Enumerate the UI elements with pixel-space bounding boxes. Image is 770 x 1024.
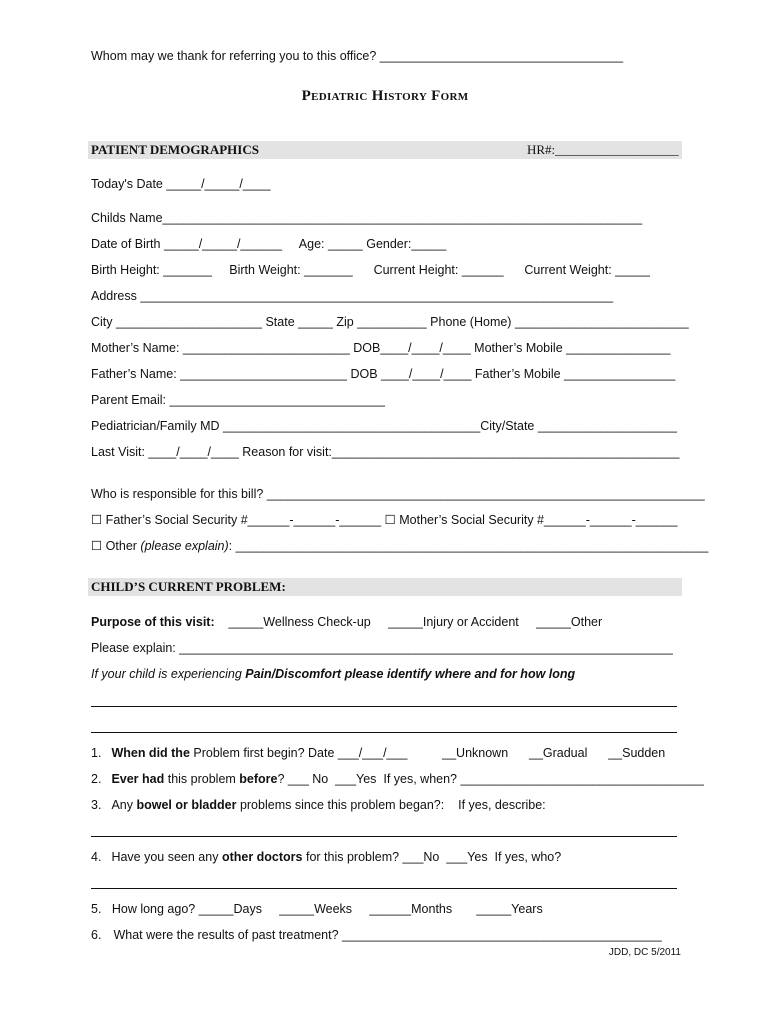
please-explain-field[interactable]: Please explain: _______________________________________________________________________ (91, 641, 673, 655)
answer-rule[interactable] (91, 836, 677, 837)
q6-text[interactable]: What were the results of past treatment? ______________________________________________ (113, 928, 662, 942)
q3-pre: Any (111, 798, 137, 812)
last-visit-line[interactable]: Last Visit: ____/____/____ Reason for visit:__________________________________________________ (91, 445, 680, 459)
q2-emphasis-2: before (239, 772, 278, 786)
parent-email-field[interactable]: Parent Email: _______________________________ (91, 393, 386, 407)
hr-field[interactable]: HR#:___________________ (527, 142, 679, 157)
pain-instruction (91, 666, 575, 682)
question-5[interactable]: 5. How long ago? _____Days _____Weeks ______Months _____Years (91, 902, 543, 916)
q4-text[interactable]: for this problem? ___No ___Yes If yes, who? (302, 850, 562, 864)
referral-line[interactable]: Whom may we thank for referring you to this office? ___________________________________ (91, 49, 624, 63)
child-name-field[interactable]: Childs Name_____________________________________________________________________ (91, 211, 643, 225)
question-4[interactable] (91, 849, 561, 865)
question-2[interactable] (91, 771, 704, 787)
city-state-zip-phone-line[interactable]: City _____________________ State _____ Zip __________ Phone (Home) _________________________ (91, 315, 689, 329)
q3-number: 3. (91, 798, 102, 812)
q2-emphasis-1: Ever had (111, 772, 165, 786)
height-weight-line[interactable]: Birth Height: _______ Birth Weight: _______ Current Height: ______ Current Weight: _____ (91, 263, 650, 277)
q3-text: problems since this problem began?: If yes, describe: (236, 798, 546, 812)
other-explain-line[interactable] (91, 538, 708, 554)
other-hint: (please explain) (140, 539, 229, 553)
q4-number: 4. (91, 850, 102, 864)
question-6[interactable] (91, 927, 662, 943)
todays-date-field[interactable]: Today's Date _____/_____/____ (91, 177, 271, 191)
q3-emphasis: bowel or bladder (136, 798, 237, 812)
section-header-problem (88, 578, 682, 596)
pain-prefix: If your child is experiencing (91, 667, 246, 681)
father-info-line[interactable]: Father’s Name: ________________________ DOB ____/____/____ Father’s Mobile ________________ (91, 367, 676, 381)
q1-text[interactable]: Problem first begin? Date ___/___/___ __Unknown __Gradual __Sudden (189, 746, 666, 760)
other-checkbox-label[interactable]: ☐ Other (91, 539, 141, 553)
purpose-options[interactable]: _____Wellness Check-up _____Injury or Accident _____Other (214, 615, 603, 629)
q2-text[interactable]: ? ___ No ___Yes If yes, when? ___________________________________ (277, 772, 704, 786)
dob-age-gender-line[interactable]: Date of Birth _____/_____/______ Age: _____ Gender:_____ (91, 237, 447, 251)
other-blank[interactable]: : ____________________________________________________________________ (228, 539, 709, 553)
q1-number: 1. (91, 746, 102, 760)
q2-number: 2. (91, 772, 102, 786)
pediatrician-line[interactable]: Pediatrician/Family MD _____________________________________City/State ____________________ (91, 419, 677, 433)
answer-rule[interactable] (91, 706, 677, 707)
q4-emphasis: other doctors (221, 850, 303, 864)
q2-middle: this problem (164, 772, 240, 786)
q1-emphasis: When did the (111, 746, 190, 760)
answer-rule[interactable] (91, 888, 677, 889)
address-field[interactable]: Address ____________________________________________________________________ (91, 289, 614, 303)
form-revision-code: JDD, DC 5/2011 (608, 947, 681, 958)
mother-info-line[interactable]: Mother’s Name: ________________________ DOB____/____/____ Mother’s Mobile _______________ (91, 341, 671, 355)
purpose-label: Purpose of this visit: (91, 615, 215, 629)
social-security-line[interactable]: ☐ Father’s Social Security #______-______-______ ☐ Mother’s Social Security #______-______-______ (91, 513, 678, 527)
q4-pre: Have you seen any (111, 850, 222, 864)
bill-responsible-field[interactable]: Who is responsible for this bill? _______________________________________________________________ (91, 487, 705, 501)
section-header-demographics (88, 141, 682, 159)
pain-emphasis: Pain/Discomfort please identify where and for how long (245, 667, 576, 681)
question-1[interactable] (91, 745, 665, 761)
page-title: Pediatric History Form (301, 88, 469, 104)
section-heading: CHILD’S CURRENT PROBLEM: (91, 579, 286, 594)
answer-rule[interactable] (91, 732, 677, 733)
question-3[interactable] (91, 797, 546, 813)
purpose-line[interactable] (91, 614, 602, 630)
q6-number: 6. (91, 928, 102, 942)
section-heading: PATIENT DEMOGRAPHICS (91, 142, 259, 157)
